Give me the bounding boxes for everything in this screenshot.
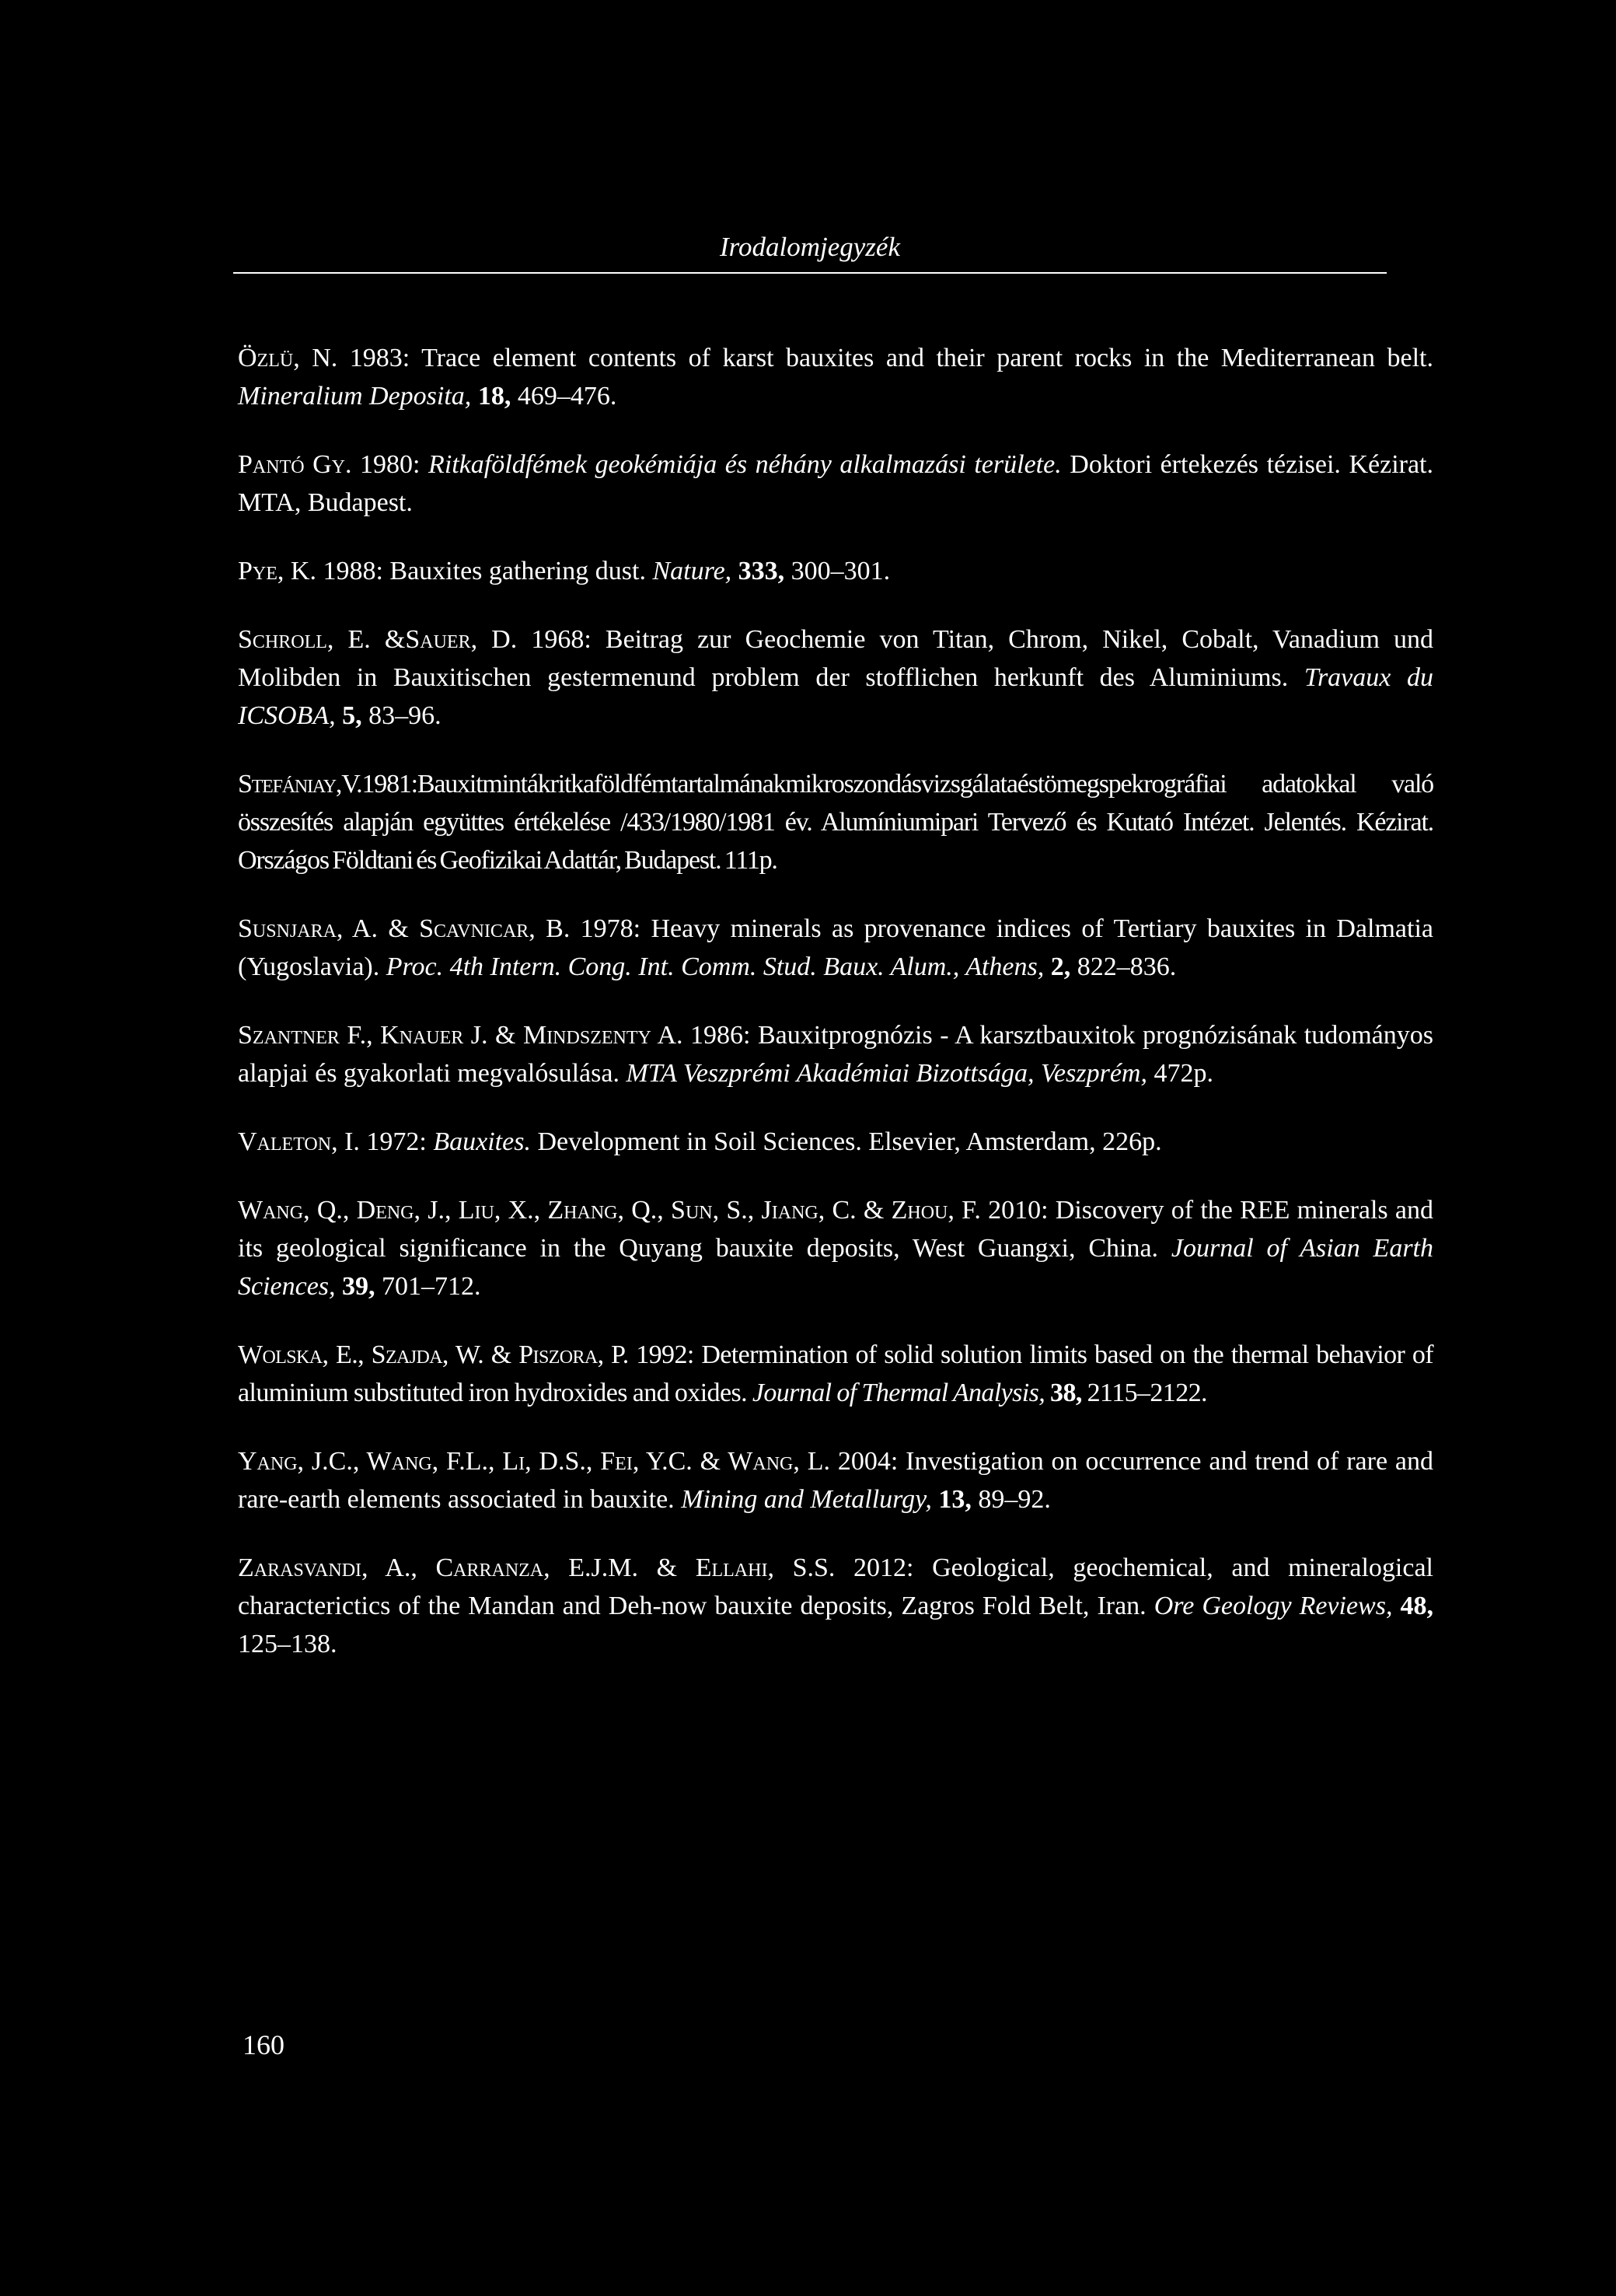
reference-source: Mineralium Deposita,: [238, 382, 472, 411]
reference-text: 1986: Bauxitprognózis - A karsztbauxitok prognózisának tudományos alapjai és gyakorlati megvalósulása.: [238, 1021, 1433, 1088]
reference-entry-valeton: [238, 1123, 1433, 1161]
reference-pages: 2115–2122.: [1081, 1379, 1207, 1407]
reference-volume: 39,: [342, 1272, 375, 1301]
reference-separator: [336, 1272, 343, 1301]
reference-authors: Szantner F., Knauer J. & Mindszenty A.: [238, 1021, 683, 1050]
reference-source: Journal of Thermal Analysis,: [752, 1379, 1045, 1407]
reference-text: 1972:: [359, 1127, 434, 1156]
reference-pages: 822–836.: [1070, 952, 1177, 981]
reference-entry-yang: [238, 1442, 1433, 1518]
reference-pages: Development in Soil Sciences. Elsevier, Amsterdam, 226p.: [530, 1127, 1162, 1156]
reference-source: Journal of Asian Earth Sciences,: [238, 1234, 1433, 1301]
reference-text: 1968: Beitrag zur Geochemie von Titan, Chrom, Nikel, Cobalt, Vanadium und Molibden in Bauxitischen gestermenund problem der stofflichen herkunft des Aluminiums.: [238, 625, 1434, 692]
reference-volume: 48,: [1400, 1592, 1433, 1620]
reference-entry-panto: [238, 446, 1433, 522]
reference-source: Travaux du ICSOBA,: [238, 663, 1434, 730]
reference-pages: 300–301.: [784, 557, 891, 585]
reference-source: Mining and Metallurgy,: [681, 1485, 932, 1514]
reference-authors: Zarasvandi, A., Carranza, E.J.M. & Ellahi, S.S.: [238, 1553, 836, 1582]
reference-volume: 38,: [1050, 1379, 1082, 1407]
reference-separator: [1045, 1379, 1050, 1407]
header-divider: [233, 272, 1387, 274]
reference-entry-stefaniay: [238, 765, 1433, 879]
reference-pages: 469–476.: [511, 382, 617, 411]
reference-entry-wang: [238, 1191, 1433, 1305]
reference-entry-szantner: [238, 1016, 1433, 1092]
reference-authors: Valeton, I.: [238, 1127, 360, 1156]
reference-source: Ritkaföldfémek geokémiája és néhány alkalmazási területe.: [428, 450, 1062, 479]
reference-authors: Yang, J.C., Wang, F.L., Li, D.S., Fei, Y.C. & Wang, L.: [238, 1447, 831, 1476]
reference-pages: 472p.: [1147, 1059, 1213, 1088]
reference-pages: 701–712.: [375, 1272, 481, 1301]
reference-authors: Wang, Q., Deng, J., Liu, X., Zhang, Q., Sun, S., Jiang, C. & Zhou, F.: [238, 1196, 981, 1225]
reference-source: Ore Geology Reviews,: [1154, 1592, 1393, 1620]
reference-text: 1981:Bauxitmintákritkaföldfémtartalmánakmikroszondásvizsgálataéstömegspekrográfiai adatokkal való összesítés alapján együttes értékelése /433/1980/1981 év. Alumíniumipari Tervező és Kutató Intézet. Jelentés. Kézirat. Országos Földtani és Geofizikai Adattár, Budapest. 111p.: [238, 770, 1433, 875]
reference-separator: [1392, 1592, 1400, 1620]
reference-text: 1980:: [351, 450, 429, 479]
reference-entry-pye: [238, 552, 1433, 590]
reference-authors: Stefániay,V.: [238, 770, 362, 799]
reference-source: MTA Veszprémi Akadémiai Bizottsága, Veszprém,: [626, 1059, 1147, 1088]
reference-text: 1978: Heavy minerals as provenance indices of Tertiary bauxites in Dalmatia (Yugoslavia).: [238, 914, 1433, 981]
reference-separator: [471, 382, 478, 411]
reference-text: 2004: Investigation on occurrence and trend of rare and rare-earth elements associated in bauxite.: [238, 1447, 1433, 1514]
reference-separator: [336, 701, 343, 730]
reference-list: [238, 339, 1433, 1693]
running-header-title: Irodalomjegyzék: [720, 232, 900, 262]
reference-text: 1983: Trace element contents of karst bauxites and their parent rocks in the Mediterranean belt.: [337, 344, 1433, 372]
reference-volume: 333,: [738, 557, 785, 585]
reference-source: Bauxites.: [433, 1127, 531, 1156]
reference-source: Proc. 4th Intern. Cong. Int. Comm. Stud. Baux. Alum., Athens,: [386, 952, 1045, 981]
reference-source: Nature,: [652, 557, 732, 585]
reference-entry-ozlu: [238, 339, 1433, 415]
reference-authors: Özlü, N.: [238, 344, 338, 372]
reference-authors: Susnjara, A. & Scavnicar, B.: [238, 914, 571, 943]
reference-volume: 18,: [477, 382, 511, 411]
reference-pages: 125–138.: [238, 1630, 337, 1658]
page-number: 160: [243, 2029, 284, 2060]
reference-entry-zarasvandi: [238, 1549, 1433, 1663]
reference-authors: Wolska, E., Szajda, W. & Piszora, P.: [238, 1340, 629, 1369]
reference-authors: Schroll, E. &Sauer, D.: [238, 625, 518, 654]
reference-entry-susnjara: [238, 910, 1433, 986]
reference-pages: 89–92.: [971, 1485, 1051, 1514]
reference-text: 2010: Discovery of the REE minerals and its geological significance in the Quyang bauxite deposits, West Guangxi, China.: [238, 1196, 1433, 1263]
reference-text: 1988: Bauxites gathering dust.: [316, 557, 653, 585]
reference-entry-wolska: [238, 1336, 1433, 1412]
reference-volume: 5,: [342, 701, 362, 730]
reference-authors: Pye, K.: [238, 557, 316, 585]
reference-separator: [731, 557, 738, 585]
reference-volume: 2,: [1050, 952, 1071, 981]
reference-authors: Pantó Gy.: [238, 450, 352, 479]
reference-text: 2012: Geological, geochemical, and mineralogical characterictics of the Mandan and Deh-now bauxite deposits, Zagros Fold Belt, Iran.: [238, 1553, 1433, 1620]
reference-pages: 83–96.: [361, 701, 442, 730]
reference-entry-schroll: [238, 620, 1433, 735]
reference-text: 1992: Determination of solid solution limits based on the thermal behavior of aluminium substituted iron hydroxides and oxides.: [238, 1340, 1433, 1407]
reference-pages: Doktori értekezés tézisei. Kézirat. MTA, Budapest.: [238, 450, 1434, 517]
reference-volume: 13,: [938, 1485, 972, 1514]
reference-separator: [1044, 952, 1051, 981]
